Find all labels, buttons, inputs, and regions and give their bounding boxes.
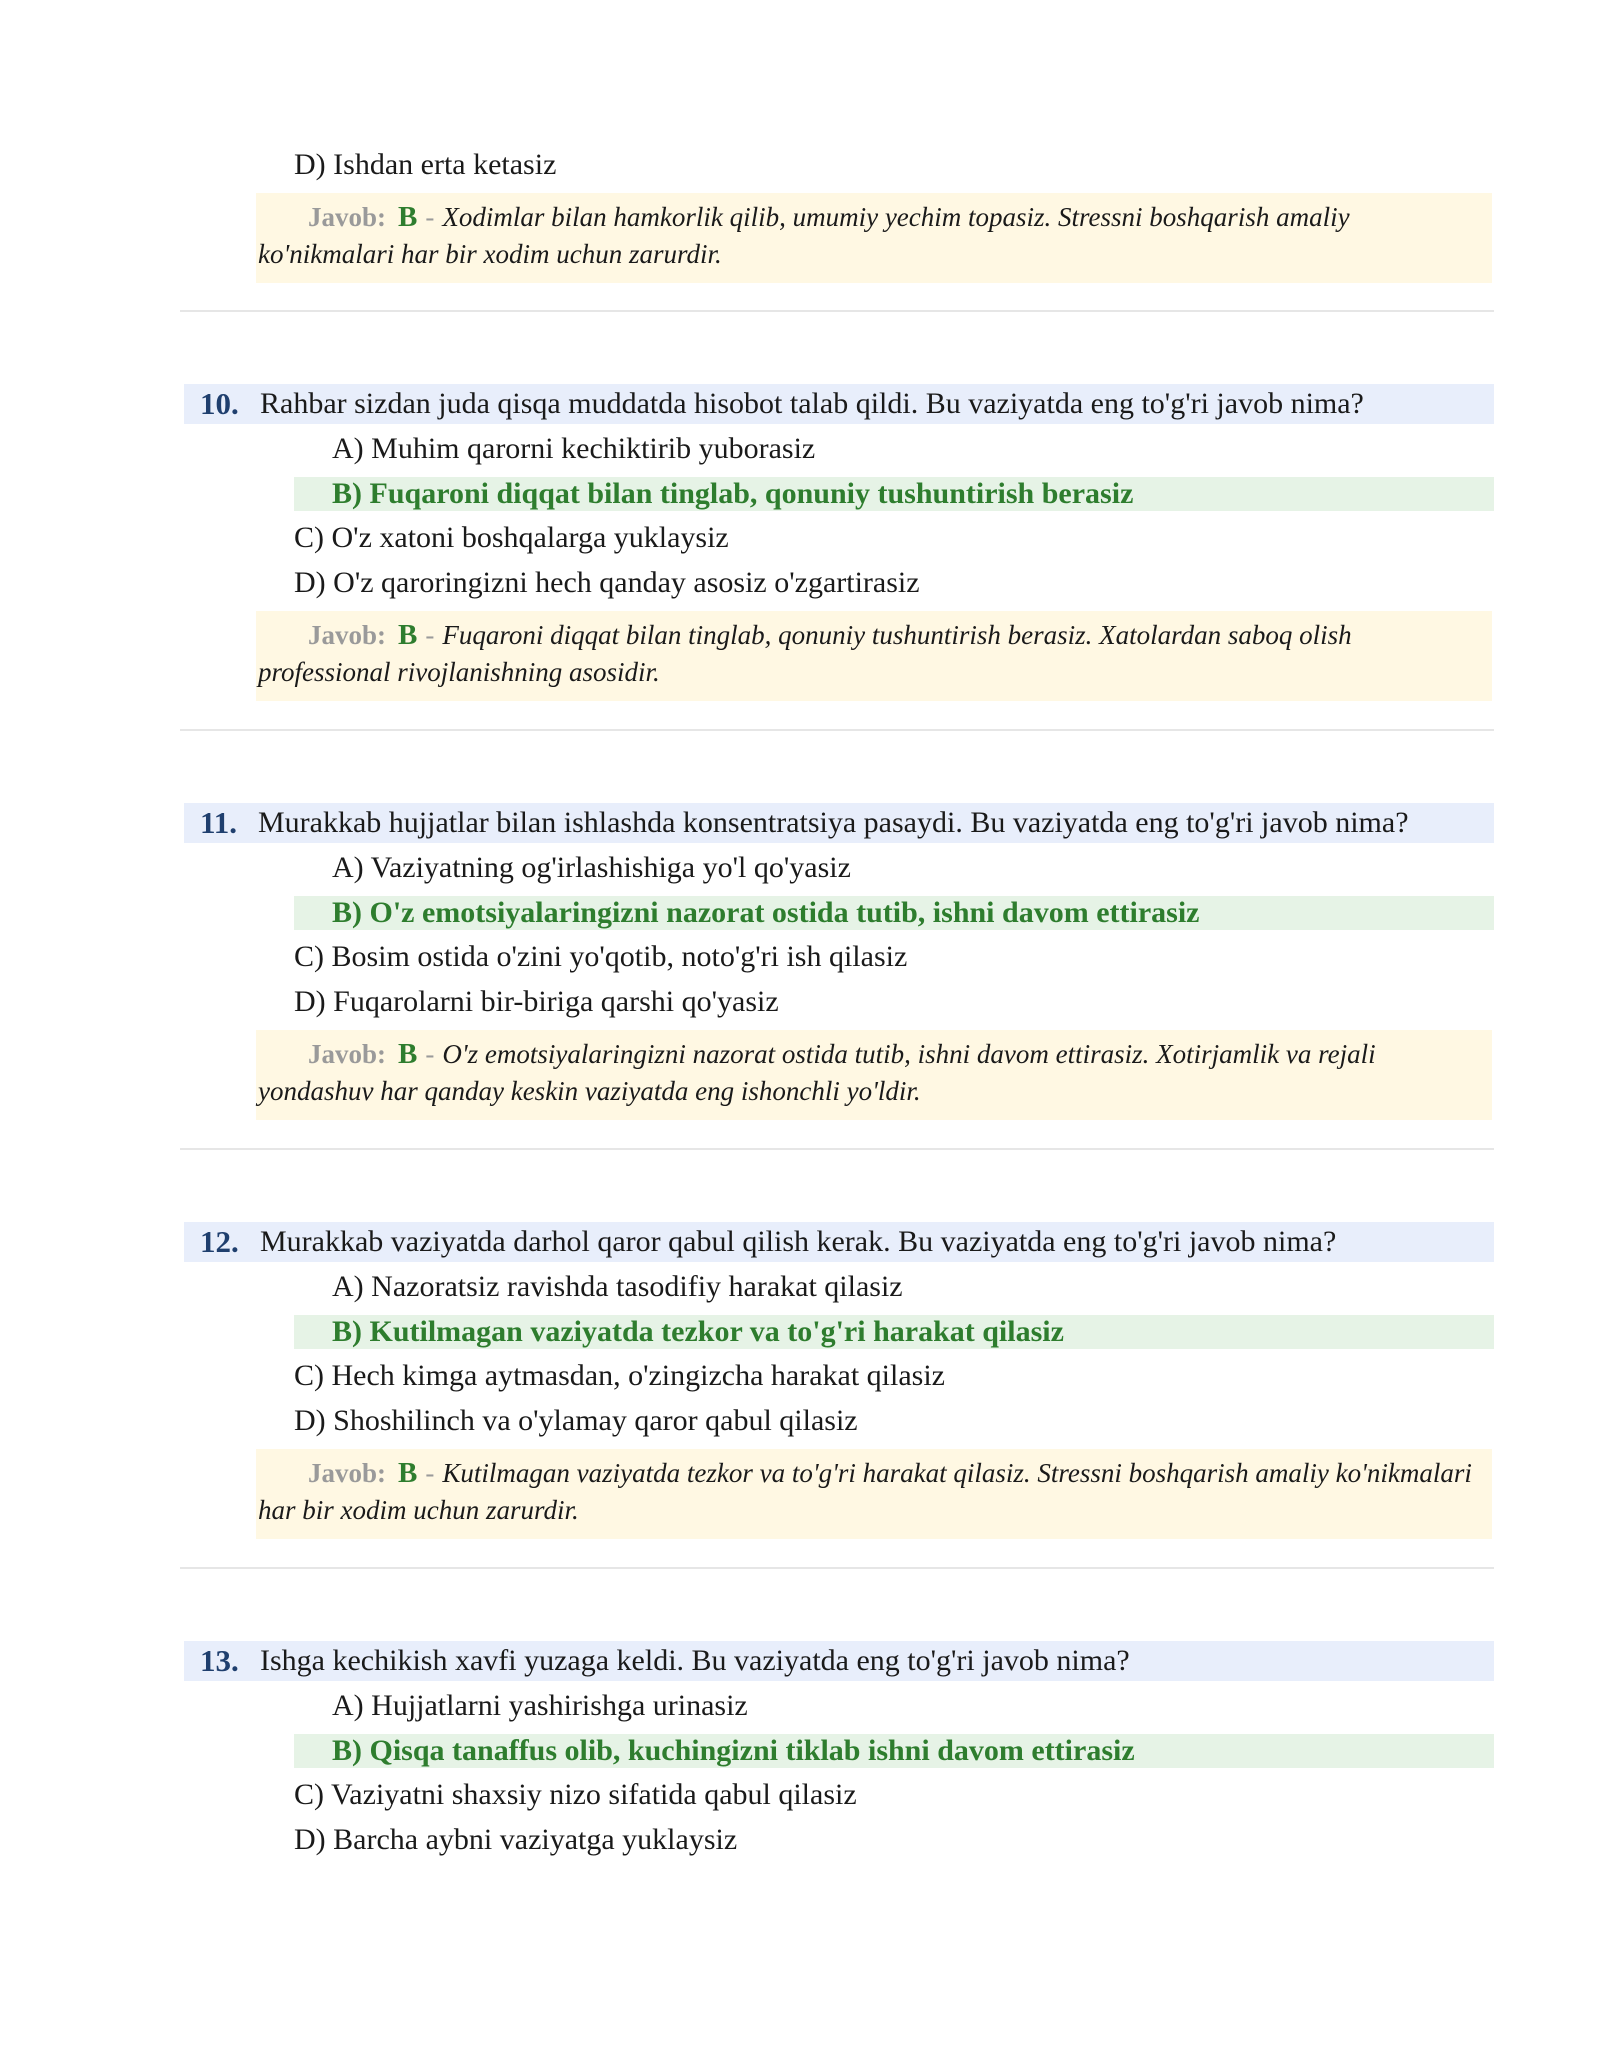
option-d: D) Ishdan erta ketasiz [294, 148, 557, 181]
answer-explanation: Xodimlar bilan hamkorlik qilib, umumiy yechim topasiz. Stressni boshqarish amaliy ko'nikmalari har bir xodim uchun zarurdir. [258, 202, 1350, 269]
question-separator [180, 1567, 1494, 1569]
question-number: 10. [200, 386, 239, 421]
answer-box [256, 193, 1492, 283]
option-d: D) Barcha aybni vaziyatga yuklaysiz [294, 1823, 738, 1856]
option-c: C) Bosim ostida o'zini yo'qotib, noto'g'ri ish qilasiz [294, 940, 908, 973]
question-separator [180, 310, 1494, 312]
question-13-header [184, 1641, 1494, 1681]
option-d: D) Shoshilinch va o'ylamay qaror qabul qilasiz [294, 1404, 858, 1437]
option-b-correct: B) Fuqaroni diqqat bilan tinglab, qonuniy tushuntirish berasiz [294, 477, 1494, 511]
answer-box [256, 611, 1492, 701]
option-b-correct: B) O'z emotsiyalaringizni nazorat ostida tutib, ishni davom ettirasiz [294, 896, 1494, 930]
answer-label: Javob: [308, 1458, 387, 1488]
answer-label: Javob: [308, 1039, 387, 1069]
option-a: A) Vaziyatning og'irlashishiga yo'l qo'yasiz [332, 851, 851, 884]
answer-dash: - [425, 620, 435, 650]
question-11-header [184, 803, 1494, 843]
answer-explanation: Fuqaroni diqqat bilan tinglab, qonuniy tushuntirish berasiz. Xatolardan saboq olish professional rivojlanishning asosidir. [258, 620, 1352, 687]
question-number: 11. [200, 805, 238, 840]
question-text: Ishga kechikish xavfi yuzaga keldi. Bu vaziyatda eng to'g'ri javob nima? [260, 1644, 1130, 1677]
answer-dash: - [425, 1039, 435, 1069]
answer-explanation: O'z emotsiyalaringizni nazorat ostida tutib, ishni davom ettirasiz. Xotirjamlik va rejali yondashuv har qanday keskin vaziyatda eng ishonchli yo'ldir. [258, 1039, 1376, 1106]
question-number: 13. [200, 1643, 239, 1678]
question-separator [180, 729, 1494, 731]
option-b-correct: B) Qisqa tanaffus olib, kuchingizni tiklab ishni davom ettirasiz [294, 1734, 1494, 1768]
option-d: D) O'z qaroringizni hech qanday asosiz o'zgartirasiz [294, 566, 920, 599]
answer-box [256, 1449, 1492, 1539]
option-c: C) Hech kimga aytmasdan, o'zingizcha harakat qilasiz [294, 1359, 945, 1392]
option-b-correct: B) Kutilmagan vaziyatda tezkor va to'g'ri harakat qilasiz [294, 1315, 1494, 1349]
answer-letter: B [398, 619, 418, 651]
question-text: Rahbar sizdan juda qisqa muddatda hisobot talab qildi. Bu vaziyatda eng to'g'ri javob nima? [260, 387, 1364, 420]
question-number: 12. [200, 1224, 239, 1259]
answer-dash: - [425, 202, 435, 232]
option-c: C) O'z xatoni boshqalarga yuklaysiz [294, 521, 729, 554]
question-12-header [184, 1222, 1494, 1262]
answer-letter: B [398, 201, 418, 233]
question-text: Murakkab vaziyatda darhol qaror qabul qilish kerak. Bu vaziyatda eng to'g'ri javob nima? [260, 1225, 1337, 1258]
answer-label: Javob: [308, 620, 387, 650]
question-separator [180, 1148, 1494, 1150]
option-a: A) Nazoratsiz ravishda tasodifiy harakat qilasiz [332, 1270, 903, 1303]
answer-explanation: Kutilmagan vaziyatda tezkor va to'g'ri harakat qilasiz. Stressni boshqarish amaliy ko'nikmalari har bir xodim uchun zarurdir. [258, 1458, 1472, 1525]
option-a: A) Hujjatlarni yashirishga urinasiz [332, 1689, 748, 1722]
answer-box [256, 1030, 1492, 1120]
option-a: A) Muhim qarorni kechiktirib yuborasiz [332, 432, 816, 465]
option-c: C) Vaziyatni shaxsiy nizo sifatida qabul qilasiz [294, 1778, 857, 1811]
option-d: D) Fuqarolarni bir-biriga qarshi qo'yasiz [294, 985, 779, 1018]
question-text: Murakkab hujjatlar bilan ishlashda konsentratsiya pasaydi. Bu vaziyatda eng to'g'ri javob nima? [258, 806, 1409, 839]
answer-dash: - [425, 1458, 435, 1488]
answer-letter: B [398, 1038, 418, 1070]
answer-letter: B [398, 1457, 418, 1489]
answer-label: Javob: [308, 202, 387, 232]
question-10-header [184, 384, 1494, 424]
